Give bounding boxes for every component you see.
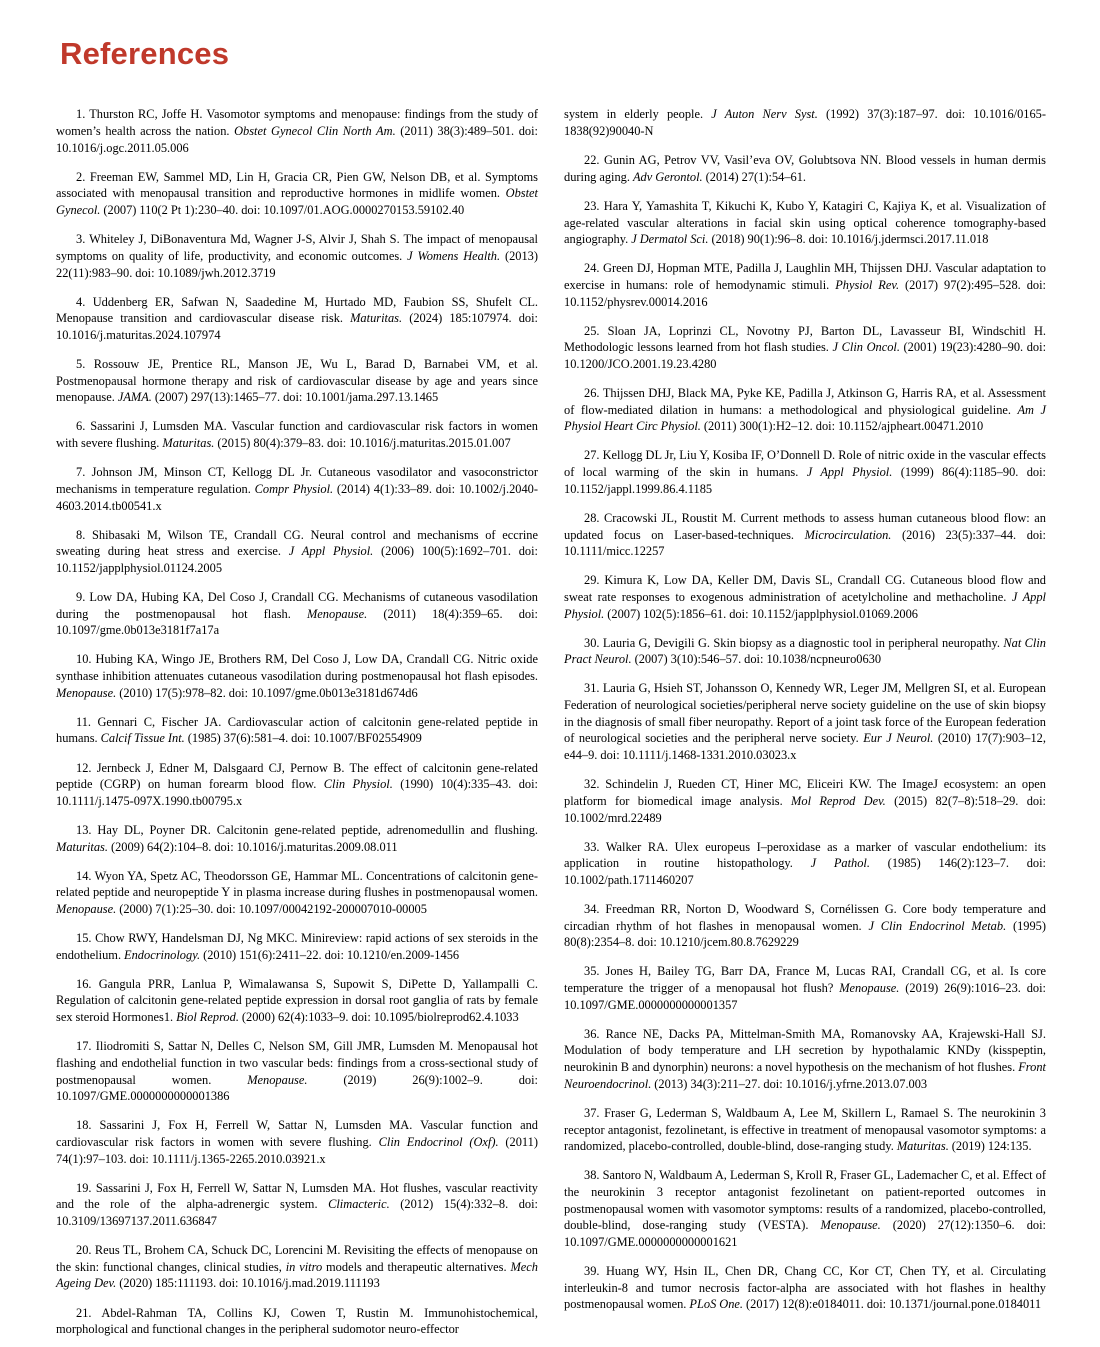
- reference-citation-details: (2007) 297(13):1465–77. doi: 10.1001/jama.297.13.1465: [151, 390, 439, 405]
- reference-number: 27.: [584, 448, 603, 463]
- reference-entry: [564, 447, 1046, 497]
- reference-journal: JAMA.: [117, 390, 152, 405]
- reference-authors-title: Wyon YA, Spetz AC, Theodorsson GE, Hammar ML. Concentrations of calcitonin gene-related peptide and neuropeptide Y in plasma increase during flushes in postmenopausal women.: [56, 868, 539, 900]
- reference-authors-title: Hubing KA, Wingo JE, Brothers RM, Del Coso J, Low DA, Crandall CG. Nitric oxide synthase inhibition attenuates cutaneous vasodilation during postmenopausal hot flash episodes.: [56, 652, 538, 684]
- reference-journal: J Pathol.: [810, 856, 870, 871]
- reference-entry: [564, 1167, 1046, 1250]
- reference-journal: J Appl Physiol.: [564, 589, 1046, 621]
- reference-number: 4.: [76, 294, 93, 309]
- reference-authors-title: Johnson JM, Minson CT, Kellogg DL Jr. Cutaneous vasodilator and vasoconstrictor mechanisms in temperature regulation.: [56, 465, 538, 496]
- reference-number: 6.: [76, 419, 91, 434]
- reference-citation-details: (2018) 90(1):96–8. doi: 10.1016/j.jdermsci.2017.11.018: [708, 232, 989, 247]
- reference-column-right: [564, 94, 1046, 1323]
- reference-number: 9.: [76, 589, 90, 604]
- reference-number: 11.: [76, 714, 98, 729]
- reference-journal: Nat Clin Pract Neurol.: [564, 635, 1046, 667]
- reference-entry: [56, 106, 538, 156]
- reference-journal: J Clin Endocrinol Metab.: [868, 918, 1007, 933]
- reference-journal: Endocrinology.: [124, 947, 201, 962]
- reference-citation-details-secondary: (2020) 185:111193. doi: 10.1016/j.mad.2019.111193: [116, 1276, 380, 1291]
- reference-entry: [56, 1180, 538, 1230]
- reference-citation-details: (1992) 37(3):187–97. doi: 10.1016/0165-1838(92)90040-N: [564, 107, 1046, 139]
- reference-journal: Menopause.: [820, 1218, 881, 1233]
- reference-entry: [56, 868, 538, 918]
- reference-number: 29.: [584, 573, 605, 588]
- reference-entry: [564, 198, 1046, 248]
- reference-entry: [564, 839, 1046, 889]
- reference-journal: Eur J Neurol.: [863, 731, 934, 746]
- reference-entry: [564, 1105, 1046, 1155]
- reference-number: 38.: [584, 1168, 603, 1183]
- reference-number: 17.: [76, 1039, 96, 1054]
- reference-citation-details: (2014) 4(1):33–89. doi: 10.1002/j.2040-4603.2014.tb00541.x: [56, 481, 538, 513]
- reference-entry: [564, 963, 1046, 1013]
- reference-citation-details: (2020) 27(12):1350–6. doi: 10.1097/GME.0000000000001621: [564, 1218, 1046, 1249]
- reference-columns: [56, 94, 1047, 1347]
- reference-journal: J Womens Health.: [407, 248, 501, 263]
- reference-number: 31.: [584, 681, 603, 696]
- reference-citation-details: (2014) 27(1):54–61.: [702, 169, 807, 184]
- reference-number: 36.: [584, 1026, 606, 1041]
- reference-entry: [56, 930, 538, 963]
- reference-authors-title: Reus TL, Brohem CA, Schuck DC, Lorencini M. Revisiting the effects of menopause on the skin: functional changes, clinical studies,: [56, 1243, 538, 1274]
- reference-authors-title: Sassarini J, Fox H, Ferrell W, Sattar N, Lumsden MA. Vascular function and cardiovascular risk factors in women with severe flushing.: [56, 1118, 538, 1149]
- reference-citation-details: (2007) 3(10):546–57. doi: 10.1038/ncpneuro0630: [631, 652, 882, 667]
- reference-journal-secondary: Mech Ageing Dev.: [56, 1259, 538, 1291]
- reference-number: 8.: [76, 527, 92, 542]
- reference-entry: [56, 464, 538, 514]
- reference-entry: [564, 572, 1046, 622]
- reference-citation-details: (1985) 37(6):581–4. doi: 10.1007/BF02554909: [184, 731, 422, 746]
- reference-entry: [56, 651, 538, 701]
- reference-journal: J Auton Nerv Syst.: [711, 107, 818, 122]
- reference-authors-title: Gunin AG, Petrov VV, Vasil’eva OV, Golubtsova NN. Blood vessels in human dermis during aging.: [564, 153, 1046, 184]
- reference-number: 12.: [76, 760, 97, 775]
- reference-authors-title: Huang WY, Hsin IL, Chen DR, Chang CC, Kor CT, Chen TY, et al. Circulating interleukin-8 and tumor necrosis factor-alpha are associated with hot flashes in healthy postmenopausal women.: [564, 1264, 1046, 1312]
- reference-citation-details: (1995) 80(8):2354–8. doi: 10.1210/jcem.80.8.7629229: [564, 918, 1046, 950]
- reference-journal: Microcirculation.: [804, 527, 892, 542]
- reference-citation-details: (1999) 86(4):1185–90. doi: 10.1152/jappl.1999.86.4.1185: [564, 465, 1047, 496]
- reference-authors-title: Fraser G, Lederman S, Waldbaum A, Lee M, Skillern L, Ramael S. The neurokinin 3 receptor antagonist, fezolinetant, is effective in treatment of menopausal vasomotor symptoms: a randomized, placebo-controlled, double-blind, dose-ranging study.: [564, 1105, 1046, 1154]
- reference-entry: [56, 1305, 538, 1338]
- reference-entry: [56, 760, 538, 810]
- reference-entry: [564, 635, 1046, 668]
- reference-journal: PLoS One.: [689, 1297, 744, 1312]
- reference-entry: [56, 589, 538, 639]
- reference-citation-details: (2015) 80(4):379–83. doi: 10.1016/j.maturitas.2015.01.007: [214, 436, 511, 451]
- reference-number: 26.: [584, 386, 603, 401]
- reference-number: 15.: [76, 931, 96, 946]
- reference-number: 25.: [584, 323, 608, 338]
- reference-entry: [564, 323, 1046, 373]
- reference-number: 3.: [76, 232, 90, 247]
- reference-citation-details: (1985) 146(2):123–7. doi: 10.1002/path.1711460207: [564, 856, 1046, 887]
- reference-entry: [564, 385, 1046, 435]
- reference-number: 21.: [76, 1305, 102, 1320]
- reference-journal: Adv Gerontol.: [632, 169, 703, 184]
- reference-citation-details: (2010) 17(5):978–82. doi: 10.1097/gme.0b013e3181d674d6: [116, 685, 418, 700]
- reference-citation-details: (2001) 19(23):4280–90. doi: 10.1200/JCO.2001.19.23.4280: [564, 340, 1047, 372]
- reference-authors-title: system in elderly people.: [564, 107, 712, 122]
- reference-entry: [56, 169, 538, 219]
- reference-entry: [56, 1242, 538, 1292]
- reference-journal: J Appl Physiol.: [288, 544, 374, 559]
- reference-citation-details: (2000) 7(1):25–30. doi: 10.1097/00042192-200007010-00005: [116, 902, 427, 916]
- reference-citation-details: (2011) 300(1):H2–12. doi: 10.1152/ajpheart.00471.2010: [700, 419, 984, 434]
- reference-citation-details: (2007) 110(2 Pt 1):230–40. doi: 10.1097/01.AOG.0000270153.59102.40: [100, 203, 465, 218]
- reference-citation-details: (2010) 17(7):903–12, e44–9. doi: 10.1111/j.1468-1331.2010.03023.x: [564, 731, 1046, 763]
- reference-authors-title: Hara Y, Yamashita T, Kikuchi K, Kubo Y, Katagiri C, Kajiya K, et al. Visualization of age-related vascular alterations in facial skin using optical coherence tomography-based angiography.: [564, 198, 1046, 247]
- reference-entry: [56, 527, 538, 577]
- reference-journal: Menopause.: [839, 981, 900, 996]
- reference-citation-details: (2024) 185:107974. doi: 10.1016/j.maturitas.2024.107974: [56, 311, 538, 342]
- reference-authors-title: Sloan JA, Loprinzi CL, Novotny PJ, Barton DL, Lavasseur BI, Windschitl H. Methodologic lessons learned from hot flash studies.: [564, 323, 1046, 355]
- reference-journal: Menopause.: [306, 606, 368, 621]
- reference-journal: Maturitas.: [162, 436, 215, 451]
- reference-authors-title: Walker RA. Ulex europeus I–peroxidase as a marker of vascular endothelium: its application in routine histopathology.: [564, 839, 1046, 871]
- reference-citation-details: (2006) 100(5):1692–701. doi: 10.1152/japplphysiol.01124.2005: [56, 544, 539, 575]
- reference-citation-details: (2011) 38(3):489–501. doi: 10.1016/j.ogc.2011.05.006: [56, 124, 538, 155]
- reference-journal: Obstet Gynecol Clin North Am.: [234, 124, 396, 139]
- reference-journal: J Appl Physiol.: [806, 465, 893, 480]
- reference-number: 35.: [584, 964, 606, 979]
- reference-citation-details: (2015) 82(7–8):518–29. doi: 10.1002/mrd.22489: [564, 793, 1046, 825]
- reference-journal: Clin Physiol.: [323, 777, 393, 792]
- reference-citation-details: (2009) 64(2):104–8. doi: 10.1016/j.maturitas.2009.08.011: [107, 839, 398, 854]
- reference-number: 16.: [76, 976, 99, 991]
- reference-authors-title: Sassarini J, Lumsden MA. Vascular function and cardiovascular risk factors in women with severe flushing.: [56, 419, 539, 451]
- reference-citation-details: (2007) 102(5):1856–61. doi: 10.1152/japplphysiol.01069.2006: [604, 606, 918, 621]
- reference-entry: [56, 976, 538, 1026]
- reference-journal: J Clin Oncol.: [832, 340, 900, 355]
- reference-authors-title: Uddenberg ER, Safwan N, Saadedine M, Hurtado MD, Faubion SS, Shufelt CL. Menopause transition and cardiovascular disease risk.: [56, 294, 538, 326]
- reference-entry: [56, 1117, 538, 1167]
- reference-entry: [56, 356, 538, 406]
- reference-authors-title: Santoro N, Waldbaum A, Lederman S, Kroll R, Fraser GL, Lademacher C, et al. Effect of the neurokinin 3 receptor antagonist fezolinetant on patient-reported outcomes in postmenopausal women with vasomotor symptoms: results of a randomized, placebo-controlled, double-blind, dose-ranging study (VESTA).: [564, 1168, 1046, 1233]
- reference-entry: [564, 152, 1046, 185]
- reference-journal: Obstet Gynecol.: [56, 186, 538, 218]
- reference-entry: [56, 714, 538, 747]
- reference-number: 19.: [76, 1180, 96, 1195]
- reference-authors-title: Abdel-Rahman TA, Collins KJ, Cowen T, Rustin M. Immunohistochemical, morphological and functional changes in the peripheral sudomotor neuro-effector: [56, 1305, 538, 1337]
- reference-citation-details: (2013) 22(11):983–90. doi: 10.1089/jwh.2012.3719: [56, 248, 538, 280]
- reference-number: 13.: [76, 822, 98, 837]
- reference-number: 23.: [584, 198, 604, 213]
- reference-authors-title: Hay DL, Poyner DR. Calcitonin gene-related peptide, adrenomedullin and flushing.: [97, 822, 538, 837]
- reference-journal: Mol Reprod Dev.: [791, 793, 886, 808]
- reference-number: 10.: [76, 652, 96, 667]
- reference-authors-title: Lauria G, Devigili G. Skin biopsy as a diagnostic tool in peripheral neuropathy.: [602, 635, 1004, 650]
- reference-number: 5.: [76, 357, 94, 372]
- reference-authors-title: Iliodromiti S, Sattar N, Delles C, Nelson SM, Gill JMR, Lumsden M. Menopausal hot flashing and endothelial function in two vascular beds: findings from a cross-sectional study of postmenopausal women.: [56, 1039, 538, 1087]
- reference-citation-details: (2017) 12(8):e0184011. doi: 10.1371/journal.pone.0184011: [743, 1297, 1042, 1312]
- reference-journal: Menopause.: [56, 685, 117, 700]
- reference-number: 1.: [76, 107, 90, 122]
- reference-authors-title: Shibasaki M, Wilson TE, Crandall CG. Neural control and mechanisms of eccrine sweating during heat stress and exercise.: [56, 527, 538, 559]
- reference-authors-title: Freeman EW, Sammel MD, Lin H, Gracia CR, Pien GW, Nelson DB, et al. Symptoms associated with menopausal transition and reproductive hormones in midlife women.: [56, 169, 538, 201]
- reference-citation-details: (2010) 151(6):2411–22. doi: 10.1210/en.2009-1456: [200, 947, 460, 962]
- reference-authors-title: Whiteley J, DiBonaventura Md, Wagner J-S, Alvir J, Shah S. The impact of menopausal symptoms on quality of life, productivity, and economic outcomes.: [56, 232, 538, 263]
- reference-citation-details: (2011) 18(4):359–65. doi: 10.1097/gme.0b013e3181f7a17a: [56, 606, 538, 638]
- reference-entry: [56, 822, 538, 855]
- reference-authors-title: Chow RWY, Handelsman DJ, Ng MKC. Minireview: rapid actions of sex steroids in the endothelium.: [56, 931, 538, 962]
- reference-citation-details: models and therapeutic alternatives.: [322, 1259, 511, 1274]
- reference-journal: J Dermatol Sci.: [631, 232, 709, 247]
- reference-authors-title: Schindelin J, Rueden CT, Hiner MC, Eliceiri KW. The ImageJ ecosystem: an open platform for biomedical image analysis.: [564, 777, 1046, 808]
- reference-citation-details: (2016) 23(5):337–44. doi: 10.1111/micc.12257: [564, 527, 1046, 559]
- reference-number: 24.: [584, 261, 604, 276]
- reference-authors-title: Gangula PRR, Lanlua P, Wimalawansa S, Supowit S, DiPette D, Yallampalli C. Regulation of calcitonin gene-related peptide expression in dorsal root ganglia of rats by female sex steroid Hormones1.: [56, 976, 538, 1025]
- reference-authors-title: Jones H, Bailey TG, Barr DA, France M, Lucas RAI, Crandall CG, et al. Is core temperature the trigger of a menopausal hot flush?: [564, 964, 1046, 996]
- reference-journal: Biol Reprod.: [176, 1010, 239, 1025]
- reference-journal: Menopause.: [247, 1072, 308, 1087]
- reference-number: 32.: [584, 777, 606, 792]
- reference-number: 20.: [76, 1243, 95, 1258]
- reference-journal: Compr Physiol.: [254, 481, 334, 496]
- reference-citation-details: (2017) 97(2):495–528. doi: 10.1152/physrev.00014.2016: [564, 277, 1046, 309]
- reference-entry: [56, 418, 538, 451]
- reference-entry: [56, 1038, 538, 1105]
- reference-authors-title: Jernbeck J, Edner M, Dalsgaard CJ, Pernow B. The effect of calcitonin gene-related peptide (CGRP) on human forearm blood flow.: [56, 760, 538, 792]
- reference-citation-details: (2019) 26(9):1002–9. doi: 10.1097/GME.0000000000001386: [56, 1072, 538, 1104]
- reference-authors-title: Cracowski JL, Roustit M. Current methods to assess human cutaneous blood flow: an updated focus on Laser-based-techniques.: [564, 510, 1046, 542]
- reference-number: 39.: [584, 1264, 606, 1279]
- reference-citation-details: (2013) 34(3):211–27. doi: 10.1016/j.yfrne.2013.07.003: [651, 1076, 928, 1091]
- reference-number: 22.: [584, 153, 604, 168]
- reference-journal: in vitro: [285, 1259, 323, 1274]
- reference-number: 28.: [584, 510, 605, 525]
- reference-authors-title: Green DJ, Hopman MTE, Padilla J, Laughlin MH, Thijssen DHJ. Vascular adaptation to exercise in humans: role of hemodynamic stimuli.: [564, 261, 1046, 292]
- reference-journal: Physiol Rev.: [835, 277, 900, 292]
- reference-citation-details: (2012) 15(4):332–8. doi: 10.3109/13697137.2011.636847: [56, 1197, 538, 1229]
- reference-number: 34.: [584, 902, 606, 916]
- reference-authors-title: Rossouw JE, Prentice RL, Manson JE, Wu L, Barad D, Barnabei VM, et al. Postmenopausal hormone therapy and risk of cardiovascular disease by age and years since menopause.: [56, 357, 538, 405]
- reference-authors-title: Kellogg DL Jr, Liu Y, Kosiba IF, O’Donnell D. Role of nitric oxide in the vascular effects of local warming of the skin in humans.: [564, 448, 1046, 480]
- reference-column-left: [56, 94, 538, 1347]
- reference-journal: Calcif Tissue Int.: [100, 731, 185, 746]
- reference-journal: Maturitas.: [56, 839, 108, 854]
- reference-citation-details: (2019) 124:135.: [948, 1139, 1032, 1154]
- reference-citation-details: (1990) 10(4):335–43. doi: 10.1111/j.1475-097X.1990.tb00795.x: [56, 777, 538, 808]
- reference-authors-title: Low DA, Hubing KA, Del Coso J, Crandall CG. Mechanisms of cutaneous vasodilation during the postmenopausal hot flash.: [56, 589, 539, 621]
- reference-authors-title: Lauria G, Hsieh ST, Johansson O, Kennedy WR, Leger JM, Mellgren SI, et al. European Federation of neurological societies/peripheral nerve society guideline on the use of skin biopsy in the diagnosis of small fiber neuropathy. Report of a joint task force of the European federation of neurological societies and the peripheral nerve society.: [564, 681, 1046, 746]
- reference-entry: [56, 294, 538, 344]
- reference-citation-details: (2011) 74(1):97–103. doi: 10.1111/j.1365-2265.2010.03921.x: [56, 1134, 538, 1166]
- reference-number: 7.: [76, 465, 92, 480]
- reference-citation-details: (2000) 62(4):1033–9. doi: 10.1095/biolreprod62.4.1033: [238, 1010, 519, 1025]
- reference-journal: Am J Physiol Heart Circ Physiol.: [564, 402, 1046, 434]
- reference-number: 2.: [76, 169, 90, 184]
- reference-entry: [564, 510, 1046, 560]
- reference-journal: Menopause.: [56, 902, 117, 916]
- reference-entry: [564, 901, 1046, 951]
- reference-authors-title: Rance NE, Dacks PA, Mittelman-Smith MA, Romanovsky AA, Krajewski-Hall SJ. Modulation of body temperature and LH secretion by hypothalamic KNDy (kisspeptin, neurokinin B and dynorphin) neurons: a novel hypothesis on the mechanism of hot flushes.: [564, 1026, 1046, 1075]
- reference-authors-title: Freedman RR, Norton D, Woodward S, Cornélissen G. Core body temperature and circadian rhythm of hot flashes in menopausal women.: [564, 902, 1046, 933]
- reference-entry: [564, 1026, 1046, 1093]
- reference-authors-title: Gennari C, Fischer JA. Cardiovascular action of calcitonin gene-related peptide in humans.: [56, 714, 539, 746]
- reference-citation-details: (2019) 26(9):1016–23. doi: 10.1097/GME.0000000000001357: [564, 981, 1046, 1012]
- reference-entry: [56, 231, 538, 281]
- reference-authors-title: Thijssen DHJ, Black MA, Pyke KE, Padilla J, Atkinson G, Harris RA, et al. Assessment of flow-mediated dilation in humans: a methodological and physiological guideline.: [564, 386, 1046, 417]
- reference-authors-title: Thurston RC, Joffe H. Vasomotor symptoms and menopause: findings from the study of women’s health across the nation.: [56, 107, 538, 139]
- reference-number: 33.: [584, 839, 606, 854]
- reference-number: 37.: [584, 1105, 605, 1120]
- reference-journal: Maturitas.: [896, 1139, 949, 1154]
- reference-authors-title: Kimura K, Low DA, Keller DM, Davis SL, Crandall CG. Cutaneous blood flow and sweat rate responses to exogenous administration of acetylcholine and methacholine.: [564, 573, 1046, 604]
- reference-journal: Front Neuroendocrinol.: [564, 1060, 1046, 1091]
- reference-entry: [564, 1263, 1046, 1313]
- reference-journal: Clin Endocrinol (Oxf).: [378, 1134, 499, 1149]
- reference-number: 30.: [584, 635, 603, 650]
- reference-entry: [564, 776, 1046, 826]
- reference-number: 18.: [76, 1118, 100, 1133]
- reference-entry: [564, 680, 1046, 763]
- reference-journal: Climacteric.: [328, 1197, 390, 1212]
- page-title: References: [60, 36, 230, 71]
- reference-number: 14.: [76, 868, 95, 883]
- reference-entry: [564, 106, 1046, 139]
- reference-authors-title: Sassarini J, Fox H, Ferrell W, Sattar N, Lumsden MA. Hot flushes, vascular reactivity and the role of the alpha-adrenergic system.: [56, 1180, 538, 1212]
- reference-entry: [564, 260, 1046, 310]
- reference-journal: Maturitas.: [350, 311, 403, 326]
